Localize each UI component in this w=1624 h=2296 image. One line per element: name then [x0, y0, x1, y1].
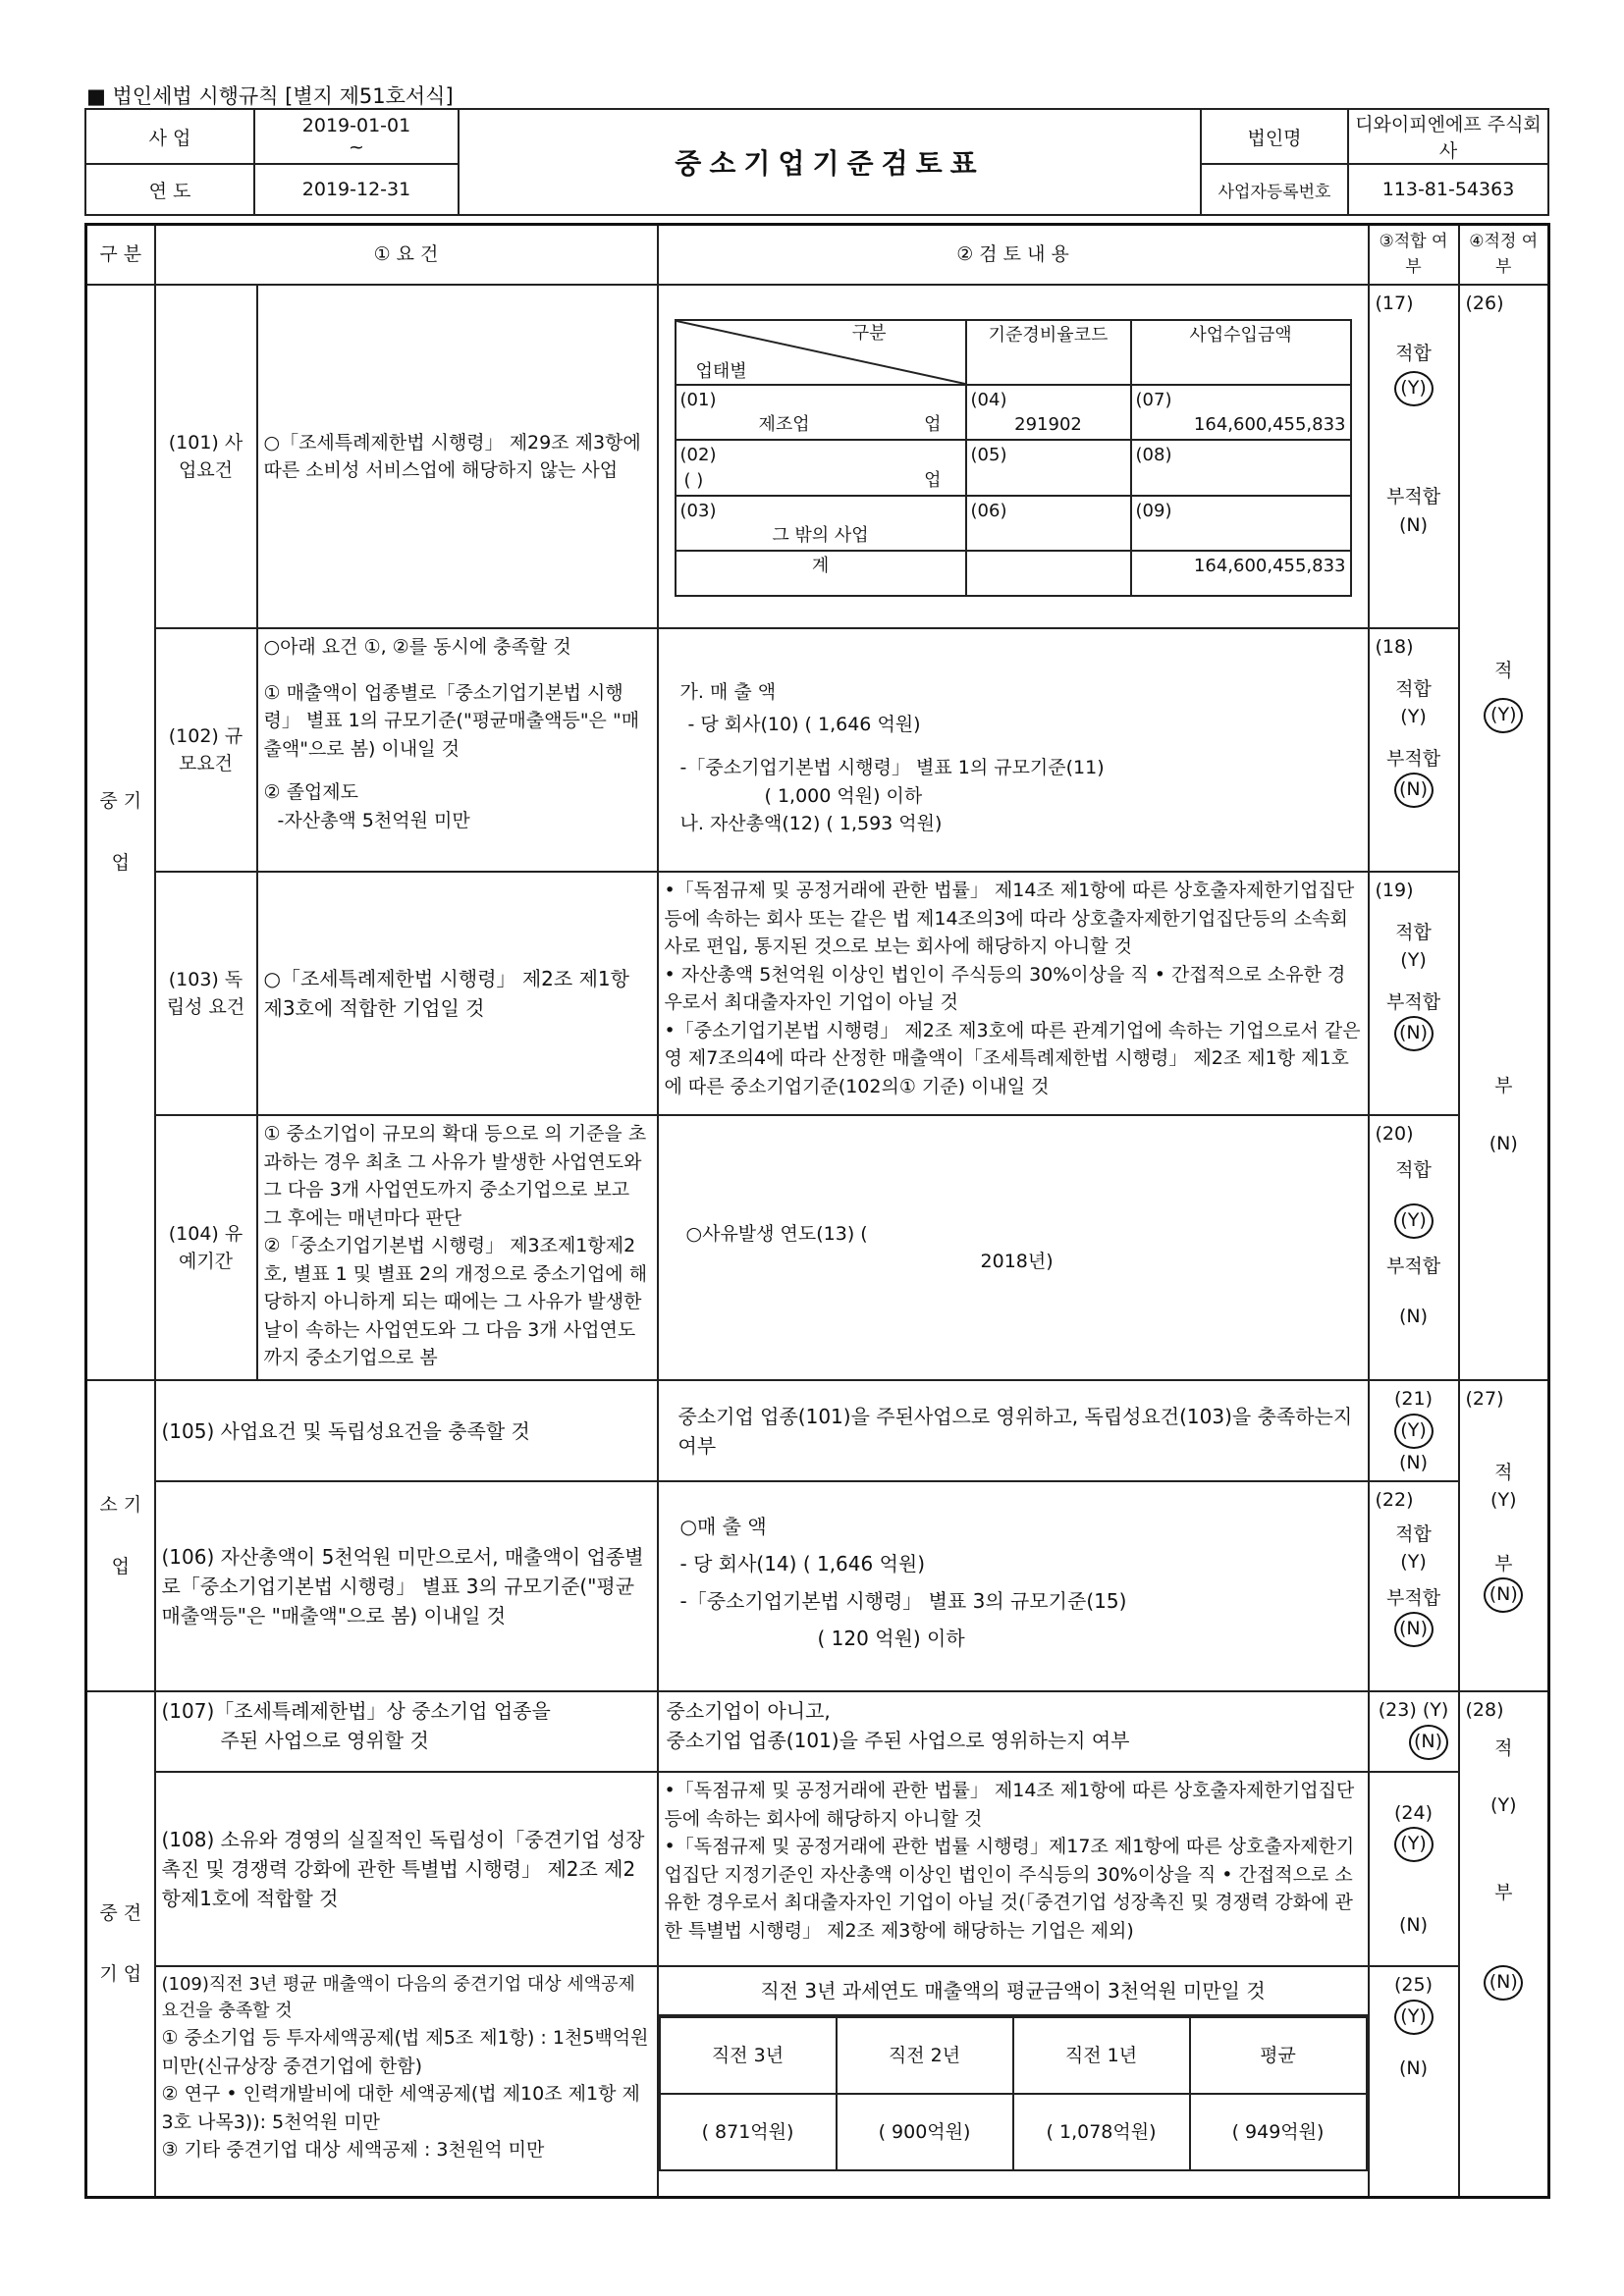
v-1y: ( 1,078억원)	[1013, 2094, 1190, 2170]
r106-req: (106) 자산총액이 5천억원 미만으로서, 매출액이 업종별로「중소기업기본법 시행령」 별표 3의 규모기준("평균매출액등"은 "매출액"으로 봄) 이내일 것	[155, 1481, 658, 1691]
r102-name: (102) 규모요건	[155, 628, 257, 872]
row2-industry: (02) ( ) 업	[676, 440, 966, 495]
r103-name: (103) 독립성 요건	[155, 872, 257, 1115]
total-label: 계	[676, 551, 966, 596]
period-end: 2019-12-31	[254, 164, 459, 215]
h-avg: 평균	[1190, 2017, 1367, 2094]
biz-no: 113-81-54363	[1348, 164, 1548, 215]
r101-review	[658, 285, 1369, 628]
r103-req: ○「조세특례제한법 시행령」 제2조 제1항 제3호에 적합한 기업일 것	[257, 872, 658, 1115]
r101-req: ○「조세특례제한법 시행령」 제29조 제3항에 따른 소비성 서비스업에 해당하지 않는 사업	[257, 285, 658, 628]
v-2y: ( 900억원)	[837, 2094, 1013, 2170]
r105-y-circled: (Y)	[1394, 1414, 1434, 1449]
sme-valid-y-circled: (Y)	[1484, 698, 1523, 733]
col-division: 구 분	[86, 225, 155, 286]
r105-fit: (21) (Y) (N)	[1369, 1380, 1459, 1481]
r105-req: (105) 사업요건 및 독립성요건을 충족할 것	[155, 1380, 658, 1481]
diag-header-cell	[676, 320, 966, 385]
category-small: 소 기 업	[86, 1380, 155, 1691]
h-2y: 직전 2년	[837, 2017, 1013, 2094]
h-3y: 직전 3년	[660, 2017, 837, 2094]
r103-fit: (19) 적합 (Y) 부적합 (N)	[1369, 872, 1459, 1115]
r104-fit: (20) 적합 (Y) 부적합 (N)	[1369, 1115, 1459, 1380]
r102-review: 가. 매 출 액 - 당 회사(10) ( 1,646 억원) -「중소기업기본법 시행령」 별표 1의 규모기준(11) ( 1,000 억원) 이하 나. 자산총액(12) ( 1,593 억원)	[658, 628, 1369, 872]
r107-review: 중소기업이 아니고, 중소기업 업종(101)을 주된 사업으로 영위하는지 여부	[658, 1691, 1369, 1772]
r108-y-circled: (Y)	[1394, 1827, 1434, 1862]
r104-name: (104) 유예기간	[155, 1115, 257, 1380]
r101-name: (101) 사업요건	[155, 285, 257, 628]
review-table	[84, 223, 1550, 2199]
row3-industry: (03) 그 밖의 사업	[676, 496, 966, 551]
col-requirement: ① 요 건	[155, 225, 658, 286]
small-valid-n-circled: (N)	[1484, 1577, 1523, 1613]
biz-no-label: 사업자등록번호	[1201, 164, 1348, 215]
form-label: ■ 법인세법 시행규칙 [별지 제51호서식]	[86, 84, 454, 108]
row2-code: (05)	[966, 440, 1131, 495]
r106-review: ○매 출 액 - 당 회사(14) ( 1,646 억원) -「중소기업기본법 시행령」 별표 3의 규모기준(15) ( 120 억원) 이하	[658, 1481, 1369, 1691]
h-industry: 업태별	[695, 360, 747, 382]
r107-n-circled: (N)	[1409, 1725, 1448, 1760]
r109-y-circled: (Y)	[1394, 2000, 1434, 2035]
row3-code: (06)	[966, 496, 1131, 551]
col-valid: ④적정 여부	[1459, 225, 1549, 286]
r104-req: ① 중소기업이 규모의 확대 등으로 의 기준을 초과하는 경우 최초 그 사유가 발생한 사업연도와 그 다음 3개 사업연도까지 중소기업으로 보고 그 후에는 매년마다 판단 ②「중소기업기본법 시행령」 제3조제1항제2호, 별표 1 및 별표 2의 개정으로 중소기업에 해당하지 아니하게 되는 때에는 그 사유가 발생한 날이 속하는 사업연도와 그 다음 3개 사업연도까지 중소기업으로 봄	[257, 1115, 658, 1380]
r109-review-title: 직전 3년 과세연도 매출액의 평균금액이 3천억원 미만일 것	[659, 1967, 1368, 2016]
total-amount: 164,600,455,833	[1131, 551, 1351, 596]
h-gubun: 구분	[851, 323, 887, 344]
r109-req: (109)직전 3년 평균 매출액이 다음의 중견기업 대상 세액공제 요건을 충족할 것 ① 중소기업 등 투자세액공제(법 제5조 제1항) : 1천5백억원 미만(신규상장 중견기업에 한함) ② 연구 • 인력개발비에 대한 세액공제(법 제10조 제1항 제3호 나목3)): 5천억원 미만 ③ 기타 중견기업 대상 세액공제 : 3천원억 미만	[155, 1966, 658, 2197]
col-review: ② 검 토 내 용	[658, 225, 1369, 286]
small-valid: (27) 적 (Y) 부 (N)	[1459, 1380, 1549, 1691]
h-1y: 직전 1년	[1013, 2017, 1190, 2094]
r101-y-circled: (Y)	[1394, 371, 1434, 406]
category-mid: 중 견 기 업	[86, 1691, 155, 2197]
corp-name: 디와이피엔에프 주식회사	[1348, 109, 1548, 164]
row1-code: (04) 291902	[966, 385, 1131, 440]
r103-n-circled: (N)	[1394, 1016, 1434, 1051]
r108-fit: (24) (Y) (N)	[1369, 1772, 1459, 1966]
total-code	[966, 551, 1131, 596]
r106-n-circled: (N)	[1394, 1612, 1434, 1647]
r109-review	[658, 1966, 1369, 2197]
sme-valid: (26) 적 (Y) 부 (N)	[1459, 285, 1549, 1380]
form-title: 중소기업기준검토표	[459, 109, 1201, 215]
header-table	[84, 108, 1549, 216]
year-label-top: 사 업	[85, 109, 254, 164]
year-label-bottom: 연 도	[85, 164, 254, 215]
h-code: 기준경비율코드	[966, 320, 1131, 385]
r104-y-circled: (Y)	[1394, 1203, 1434, 1239]
r104-review: ○사유발생 연도(13) ( 2018년)	[658, 1115, 1369, 1380]
corp-name-label: 법인명	[1201, 109, 1348, 164]
mid-valid: (28) 적 (Y) 부 (N)	[1459, 1691, 1549, 2197]
period-start: 2019-01-01 ~	[254, 109, 459, 164]
r102-req: ○아래 요건 ①, ②를 동시에 충족할 것 ① 매출액이 업종별로「중소기업기본법 시행령」 별표 1의 규모기준("평균매출액등"은 "매출액"으로 봄) 이내일 것 ② 졸업제도 -자산총액 5천억원 미만	[257, 628, 658, 872]
r102-n-circled: (N)	[1394, 773, 1434, 808]
v-avg: ( 949억원)	[1190, 2094, 1367, 2170]
col-fit: ③적합 여부	[1369, 225, 1459, 286]
r107-fit: (23) (Y) (N)	[1369, 1691, 1459, 1772]
mid-valid-n-circled: (N)	[1484, 1965, 1523, 2001]
industry-table	[675, 319, 1352, 597]
h-amount: 사업수입금액	[1131, 320, 1351, 385]
r102-fit: (18) 적합 (Y) 부적합 (N)	[1369, 628, 1459, 872]
r108-req: (108) 소유와 경영의 실질적인 독립성이「중견기업 성장촉진 및 경쟁력 강화에 관한 특별법 시행령」 제2조 제2항제1호에 적합할 것	[155, 1772, 658, 1966]
r103-review: •「독점규제 및 공정거래에 관한 법률」 제14조 제1항에 따른 상호출자제한기업집단등에 속하는 회사 또는 같은 법 제14조의3에 따라 상호출자제한기업집단등의 소속회사로 편입, 통지된 것으로 보는 회사에 해당하지 아니할 것 • 자산총액 5천억원 이상인 법인이 주식등의 30%이상을 직 • 간접적으로 소유한 경우로서 최대출자자인 기업이 아닐 것 •「중소기업기본법 시행령」 제2조 제3호에 따른 관계기업에 속하는 기업으로서 같은 영 제7조의4에 따라 산정한 매출액이「조세특례제한법 시행령」 제2조 제1항 제1호에 따른 중소기업기준(102의① 기준) 이내일 것	[658, 872, 1369, 1115]
avg-sales-table	[659, 2016, 1368, 2171]
v-3y: ( 871억원)	[660, 2094, 837, 2170]
r106-fit: (22) 적합 (Y) 부적합 (N)	[1369, 1481, 1459, 1691]
row2-amount: (08)	[1131, 440, 1351, 495]
r107-req: (107)「조세특례제한법」상 중소기업 업종을 주된 사업으로 영위할 것	[155, 1691, 658, 1772]
row1-amount: (07) 164,600,455,833	[1131, 385, 1351, 440]
r109-fit: (25) (Y) (N)	[1369, 1966, 1459, 2197]
r101-fit: (17) 적합 (Y) 부적합 (N)	[1369, 285, 1459, 628]
row3-amount: (09)	[1131, 496, 1351, 551]
category-sme: 중 기 업	[86, 285, 155, 1380]
row1-industry: (01) 제조업 업	[676, 385, 966, 440]
r105-review: 중소기업 업종(101)을 주된사업으로 영위하고, 독립성요건(103)을 충족하는지 여부	[658, 1380, 1369, 1481]
r108-review: •「독점규제 및 공정거래에 관한 법률」 제14조 제1항에 따른 상호출자제한기업집단등에 속하는 회사에 해당하지 아니할 것 •「독점규제 및 공정거래에 관한 법률 시행령」제17조 제1항에 따른 상호출자제한기업집단 지정기준인 자산총액 이상인 법인이 주식등의 30%이상을 직 • 간접적으로 소유한 경우로서 최대출자자인 기업이 아닐 것(「중견기업 성장촉진 및 경쟁력 강화에 관한 특별법 시행령」 제2조 제3항에 해당하는 기업은 제외)	[658, 1772, 1369, 1966]
